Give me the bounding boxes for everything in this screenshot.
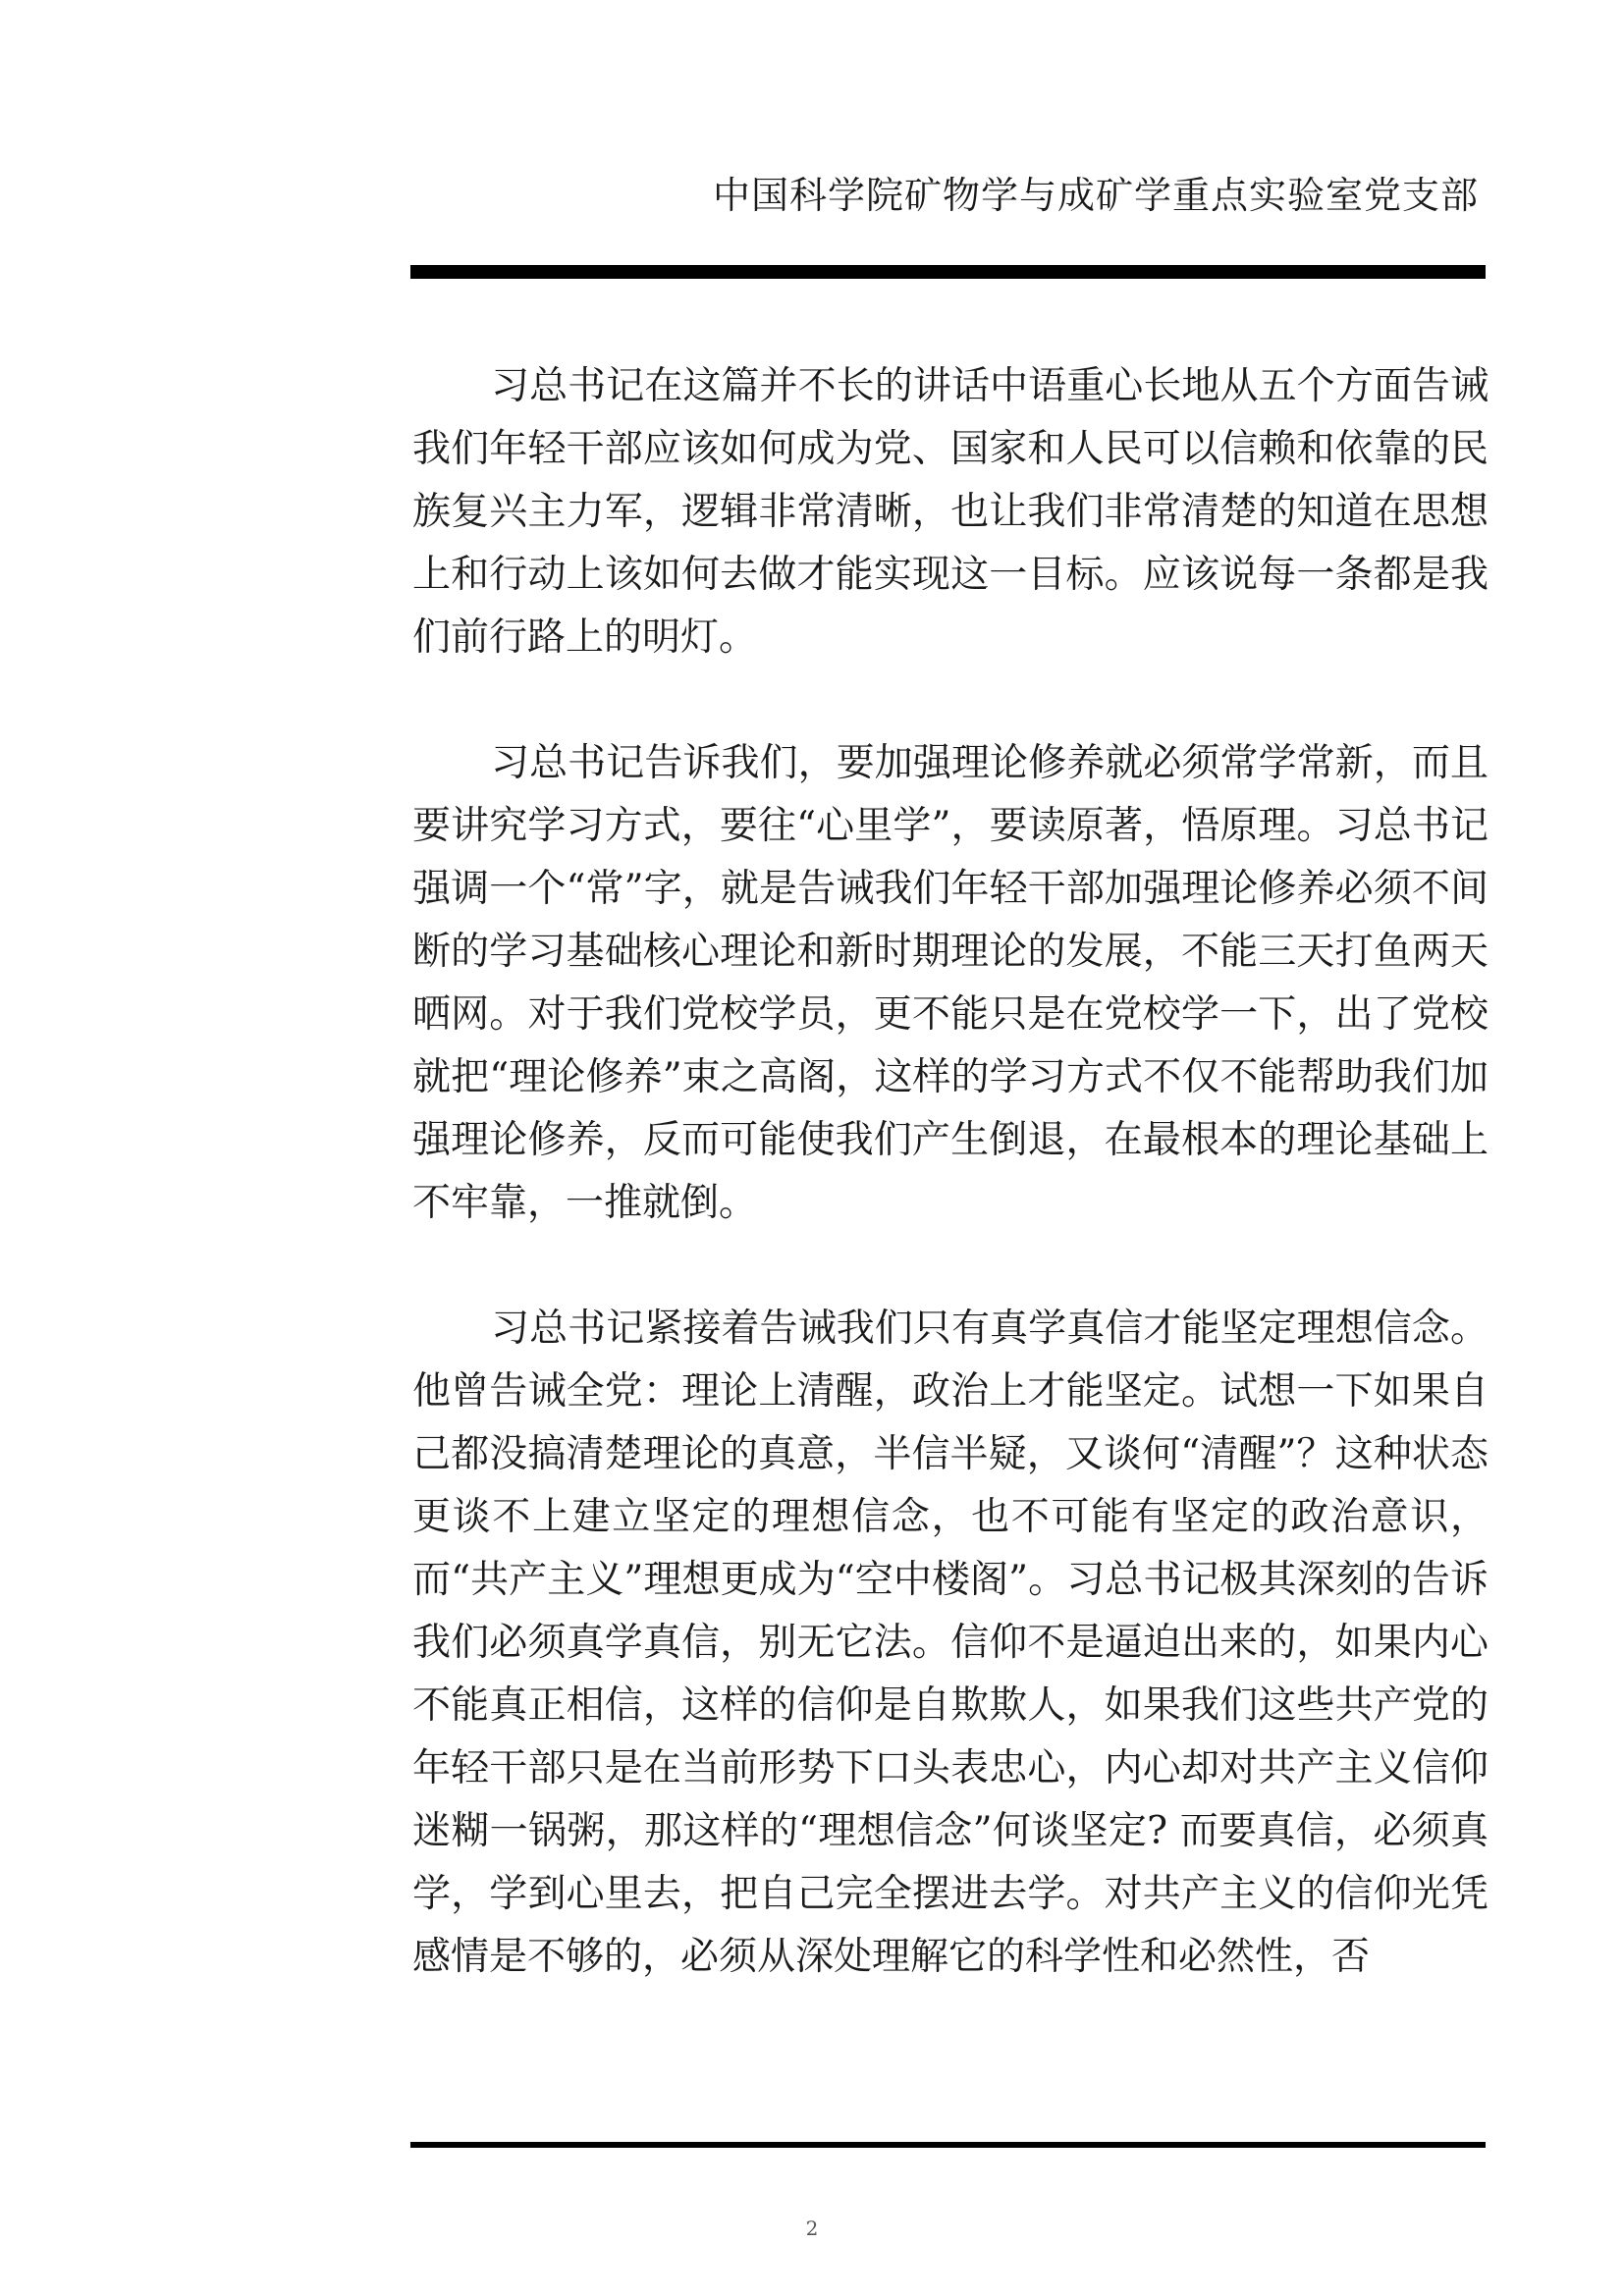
page-number: 2 bbox=[805, 2216, 819, 2240]
body-text bbox=[412, 355, 1489, 1989]
paragraph: 习总书记告诉我们，要加强理论修养就必须常学常新，而且要讲究学习方式，要往“心里学”，要读原著，悟原理。习总书记强调一个“常”字，就是告诫我们年轻干部加强理论修养必须不间断的学习基础核心理论和新时期理论的发展，不能三天打鱼两天晒网。对于我们党校学员，更不能只是在党校学一下，出了党校就把“理论修养”束之高阁，这样的学习方式不仅不能帮助我们加强理论修养，反而可能使我们产生倒退，在最根本的理论基础上不牢靠，一推就倒。 bbox=[412, 741, 1489, 1225]
header-rule bbox=[410, 265, 1486, 279]
paragraph: 习总书记紧接着告诫我们只有真学真信才能坚定理想信念。他曾告诫全党：理论上清醒，政治上才能坚定。试想一下如果自己都没搞清楚理论的真意，半信半疑，又谈何“清醒”？这种状态更谈不上建立坚定的理想信念，也不可能有坚定的政治意识，而“共产主义”理想更成为“空中楼阁”。习总书记极其深刻的告诉我们必须真学真信，别无它法。信仰不是逼迫出来的，如果内心不能真正相信，这样的信仰是自欺欺人，如果我们这些共产党的年轻干部只是在当前形势下口头表忠心，内心却对共产主义信仰迷糊一锅粥，那这样的“理想信念”何谈坚定? 而要真信，必须真学，学到心里去，把自己完全摆进去学。对共产主义的信仰光凭感情是不够的，必须从深处理解它的科学性和必然性，否 bbox=[412, 1307, 1489, 1979]
paragraph: 习总书记在这篇并不长的讲话中语重心长地从五个方面告诫我们年轻干部应该如何成为党、国家和人民可以信赖和依靠的民族复兴主力军，逻辑非常清晰，也让我们非常清楚的知道在思想上和行动上该如何去做才能实现这一目标。应该说每一条都是我们前行路上的明灯。 bbox=[412, 364, 1489, 660]
footer-rule bbox=[410, 2142, 1486, 2148]
header-title: 中国科学院矿物学与成矿学重点实验室党支部 bbox=[712, 174, 1479, 217]
